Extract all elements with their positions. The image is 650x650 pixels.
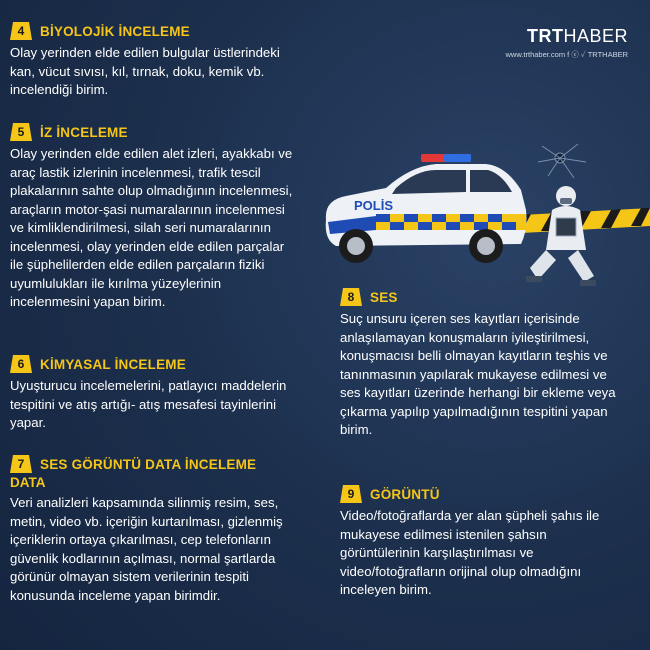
section-title: SES GÖRÜNTÜ DATA İNCELEME [40, 456, 257, 472]
section-title: SES [370, 289, 398, 305]
logo-trt-text: TRT [526, 26, 564, 46]
bullet-hole-crack-icon [538, 144, 586, 178]
car-label-text: POLİS [354, 198, 394, 213]
section-text: Olay yerinden elde edilen alet izleri, ayakkabı ve araç lastik izlerinin incelenmesi, trafik tescil plakalarının sahte olup olmadığının incelenmesi, araçların motor-şasi numaralarının incelenmesi ve kimliklendirilmesi, silah seri numaralarının incelenmesi, olay yerinden elde edilen parçalar ile şüphelilerden elde edilen parçaların fiziki uyumlulukları ile kırılma yüzeylerinin incelenmesini yapan birim. [10, 146, 293, 309]
evidence-marker-icon: 5 [10, 123, 32, 141]
section-text: Suç unsuru içeren ses kayıtları içerisinde anlaşılamayan konuşmaların iyileştirilmesi, konuşmacısı belli olmayan kayıtların teşhis ve tanınmasının yapılarak mukayese edilmesi ve ses kayıtları üzerinde herhangi bir ekleme veya çıkarma yapılıp yapılmadığının tespitini yapan birim. [340, 311, 616, 437]
section-text: Olay yerinden elde edilen bulgular üstlerindeki kan, vücut sıvısı, kıl, tırnak, doku, kemik vb. incelendiği birim. [10, 45, 280, 97]
evidence-marker-icon: 4 [10, 22, 32, 40]
trt-haber-logo [505, 26, 628, 60]
section-biyolojik [10, 22, 300, 100]
logo-website-text: www.trthaber.com f ⓔ ✓ TRTHABER [505, 50, 628, 59]
section-title: KİMYASAL İNCELEME [40, 356, 186, 372]
section-title: İZ İNCELEME [40, 124, 128, 140]
section-iz [10, 123, 295, 312]
evidence-marker-icon: 8 [340, 288, 362, 306]
section-title: GÖRÜNTÜ [370, 486, 440, 502]
section-text: Uyuşturucu incelemelerini, patlayıcı maddelerin tespitini ve atış artığı- atış mesafesi tayinlerini yapar. [10, 378, 287, 430]
section-goruntu [340, 485, 630, 600]
section-title-continued: DATA [10, 475, 46, 490]
section-title: BİYOLOJİK İNCELEME [40, 23, 190, 39]
evidence-marker-icon: 9 [340, 485, 362, 503]
crime-scene-illustration [316, 140, 650, 290]
evidence-marker-icon: 7 [10, 455, 32, 473]
section-kimyasal [10, 355, 310, 433]
section-text: Video/fotoğraflarda yer alan şüpheli şahıs ile mukayese edilmesi istenilen şahsın görüntülerinin karşılaştırılması ve video/fotoğrafların orijinal olup olmadığını inceleyen birim. [340, 508, 600, 597]
police-car-icon [326, 154, 527, 263]
section-ses [340, 288, 630, 440]
evidence-marker-icon: 6 [10, 355, 32, 373]
section-ses-goruntu-data [10, 455, 310, 605]
logo-haber-text: HABER [563, 26, 628, 46]
forensic-investigator-icon [526, 186, 596, 286]
section-text: Veri analizleri kapsamında silinmiş resim, ses, metin, video vb. içeriğin kurtarılması, gizlenmiş içeriklerin ortaya çıkarılması, cep telefonların güvenlik kodlarının açılması, normal şartlarda görünür olmayan sistem verilerinin tespiti konusunda inceleme yapan birimdir. [10, 495, 283, 603]
